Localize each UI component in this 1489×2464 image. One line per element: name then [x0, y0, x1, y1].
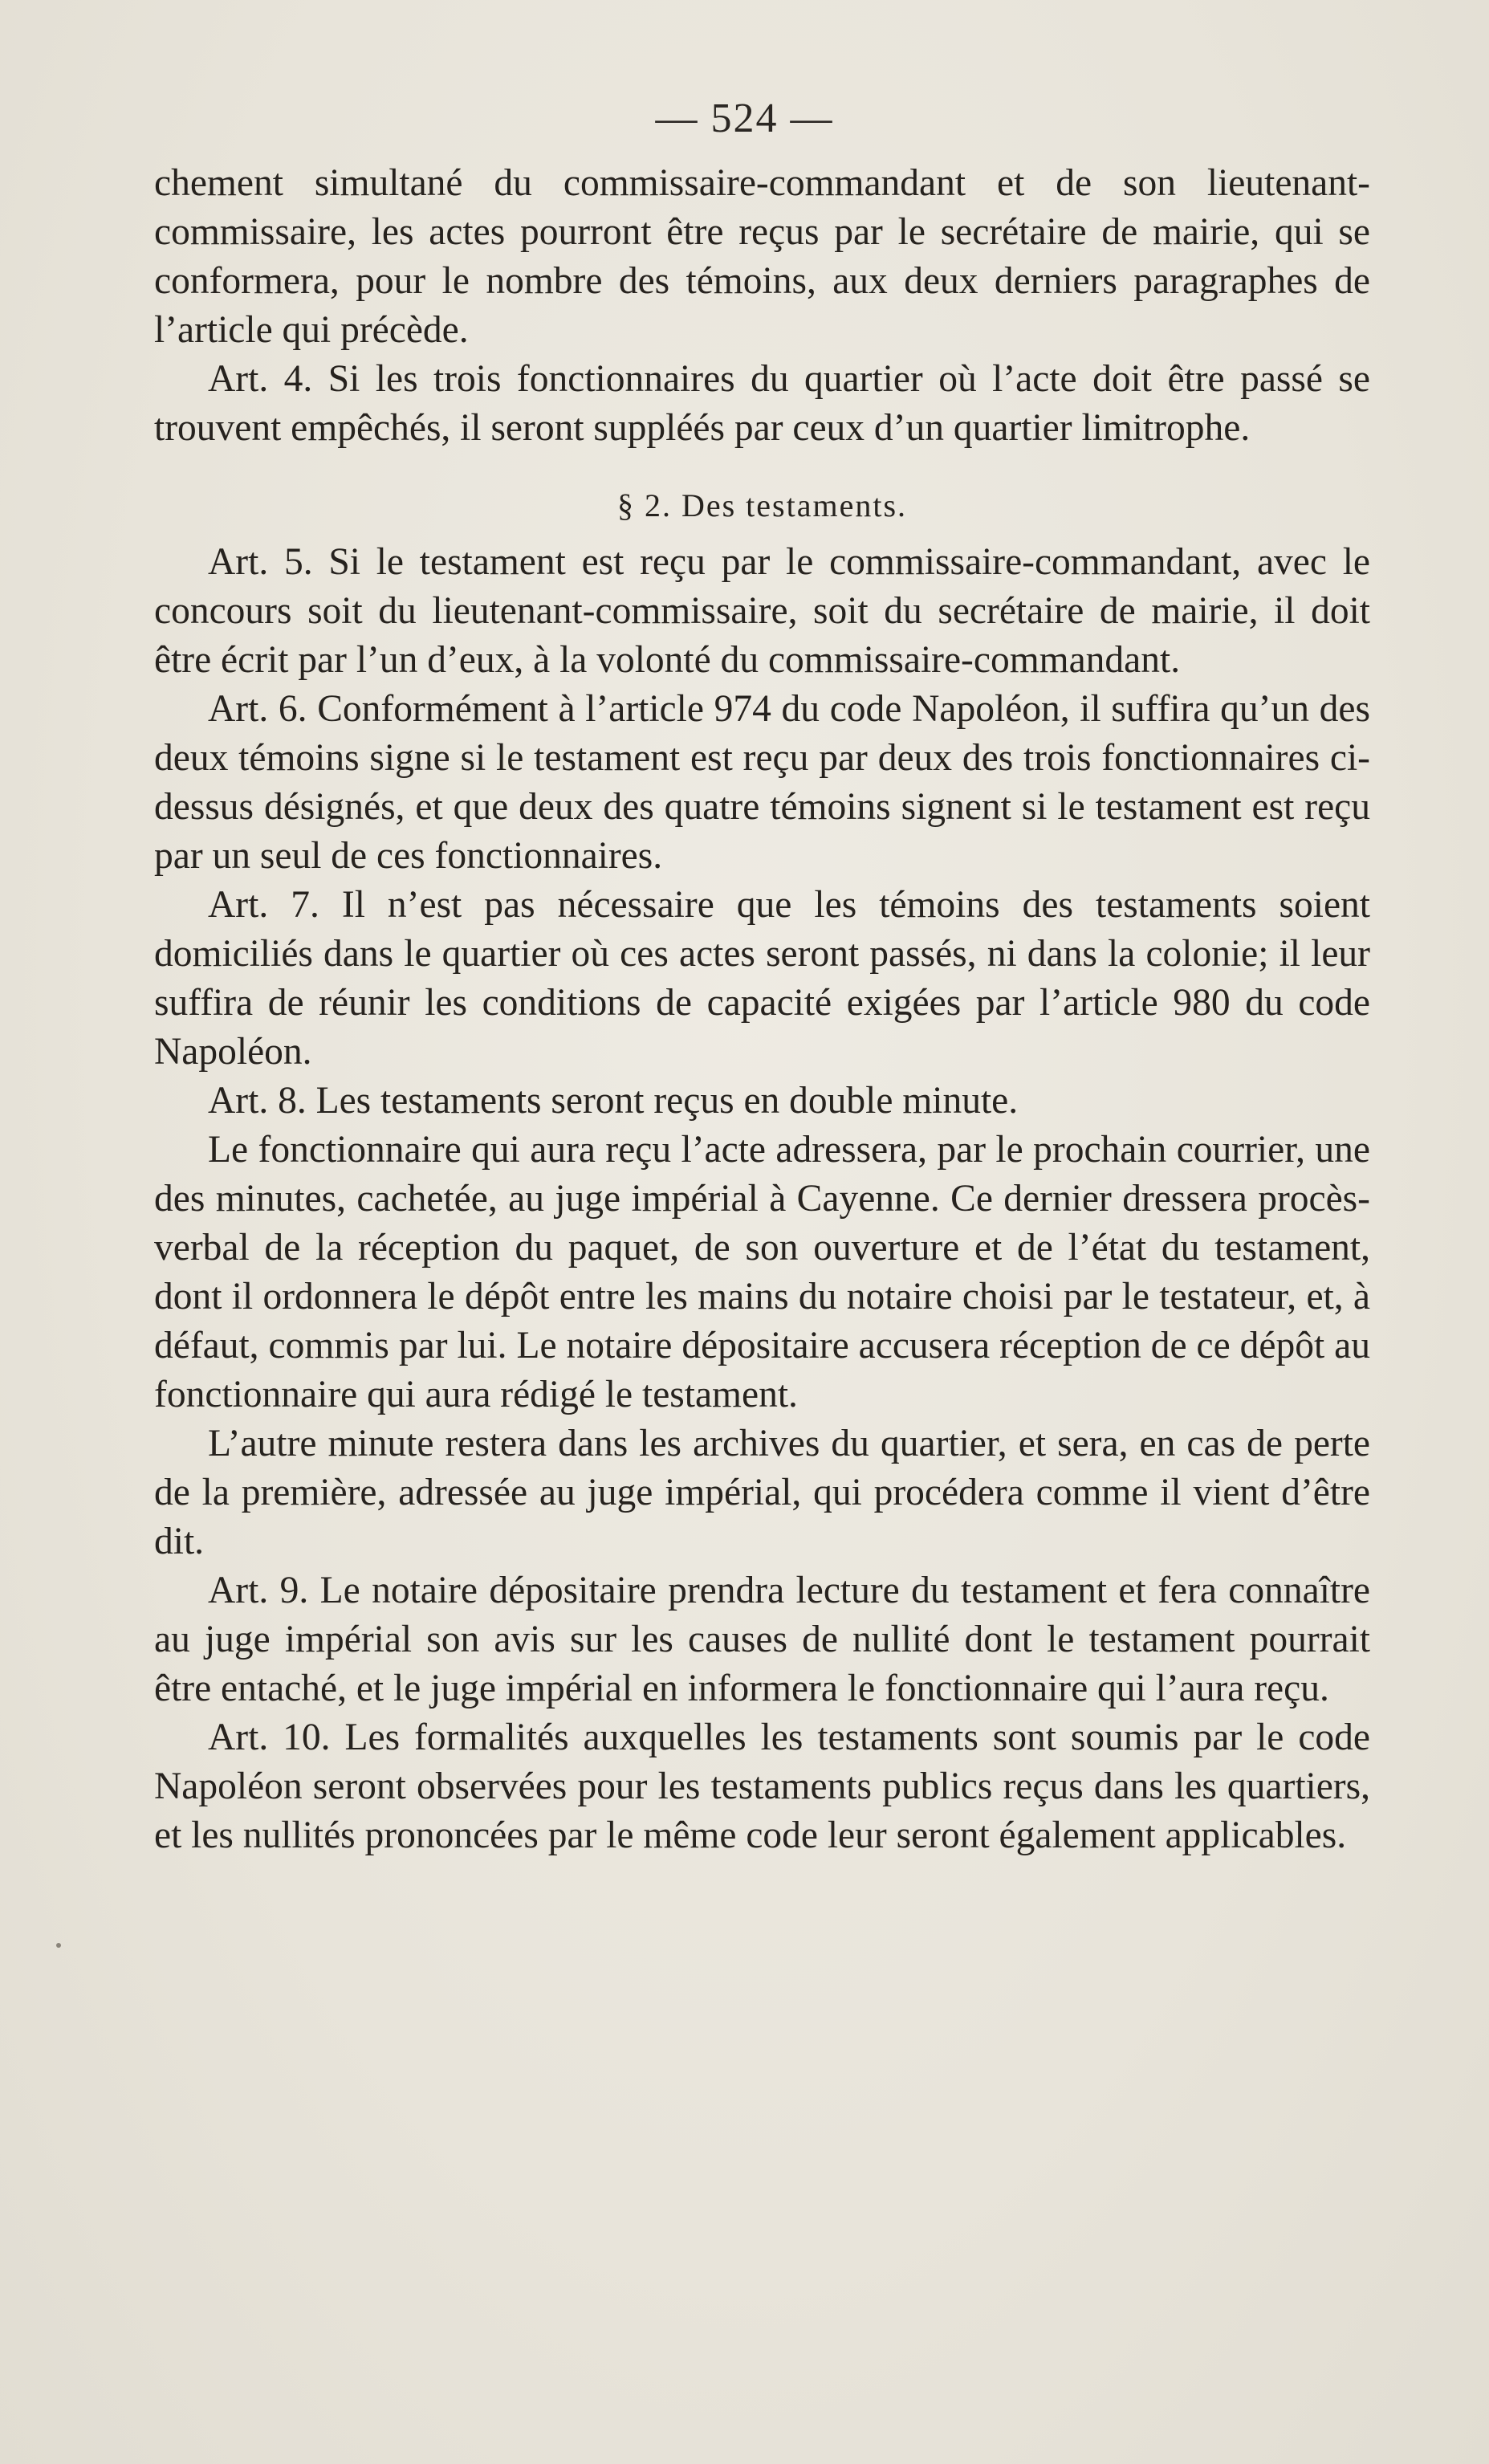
- body-text: [154, 159, 1370, 1860]
- paragraph-art-8-transmission: Le fonctionnaire qui aura reçu l’acte adressera, par le prochain courrier, une des minutes, cachetée, au juge impérial à Cayenne. Ce dernier dressera procès-verbal de la réception du paquet, de son ouverture et de l’état du testament, dont il ordonnera le dépôt entre les mains du notaire choisi par le testateur, et, à défaut, commis par lui. Le notaire dépositaire accusera réception de ce dépôt au fonctionnaire qui aura rédigé le testament.: [154, 1129, 1370, 1415]
- paragraph-art-6: Art. 6. Conformément à l’article 974 du code Napoléon, il suffira qu’un des deux témoins signe si le testament est reçu par deux des trois fonctionnaires ci-dessus désignés, et que deux des quatre témoins signent si le testament est reçu par un seul de ces fonctionnaires.: [154, 688, 1370, 877]
- paragraph-art-4: Art. 4. Si les trois fonctionnaires du quartier où l’acte doit être passé se trouvent empêchés, il seront suppléés par ceux d’un quartier limitrophe.: [154, 358, 1370, 449]
- paragraph-continuation: chement simultané du commissaire-commandant et de son lieutenant-commissaire, les actes pourront être reçus par le secrétaire de mairie, qui se conformera, pour le nombre des témoins, aux deux derniers paragraphes de l’article qui précède.: [154, 162, 1370, 351]
- paragraph-art-8: Art. 8. Les testaments seront reçus en double minute.: [208, 1080, 1019, 1122]
- paragraph-art-5: Art. 5. Si le testament est reçu par le commissaire-commandant, avec le concours soit du lieutenant-commissaire, soit du secrétaire de mairie, il doit être écrit par l’un d’eux, à la volonté du commissaire-commandant.: [154, 541, 1370, 681]
- margin-speck: [56, 1943, 61, 1948]
- paragraph-art-10: Art. 10. Les formalités auxquelles les testaments sont soumis par le code Napoléon seront observées pour les testaments publics reçus dans les quartiers, et les nullités prononcées par le même code leur seront également applicables.: [154, 1717, 1370, 1856]
- paragraph-art-7: Art. 7. Il n’est pas nécessaire que les témoins des testaments soient domiciliés dans le quartier où ces actes seront passés, ni dans la colonie; il leur suffira de réunir les conditions de capacité exigées par l’article 980 du code Napoléon.: [154, 884, 1370, 1073]
- page-number: — 524 —: [655, 96, 834, 141]
- paragraph-art-8-archive: L’autre minute restera dans les archives du quartier, et sera, en cas de perte de la première, adressée au juge impérial, qui procédera comme il vient d’être dit.: [154, 1423, 1370, 1562]
- paragraph-art-9: Art. 9. Le notaire dépositaire prendra lecture du testament et fera connaître au juge impérial son avis sur les causes de nullité dont le testament pourrait être entaché, et le juge impérial en informera le fonctionnaire qui l’aura reçu.: [154, 1570, 1370, 1709]
- section-heading: § 2. Des testaments.: [616, 487, 908, 523]
